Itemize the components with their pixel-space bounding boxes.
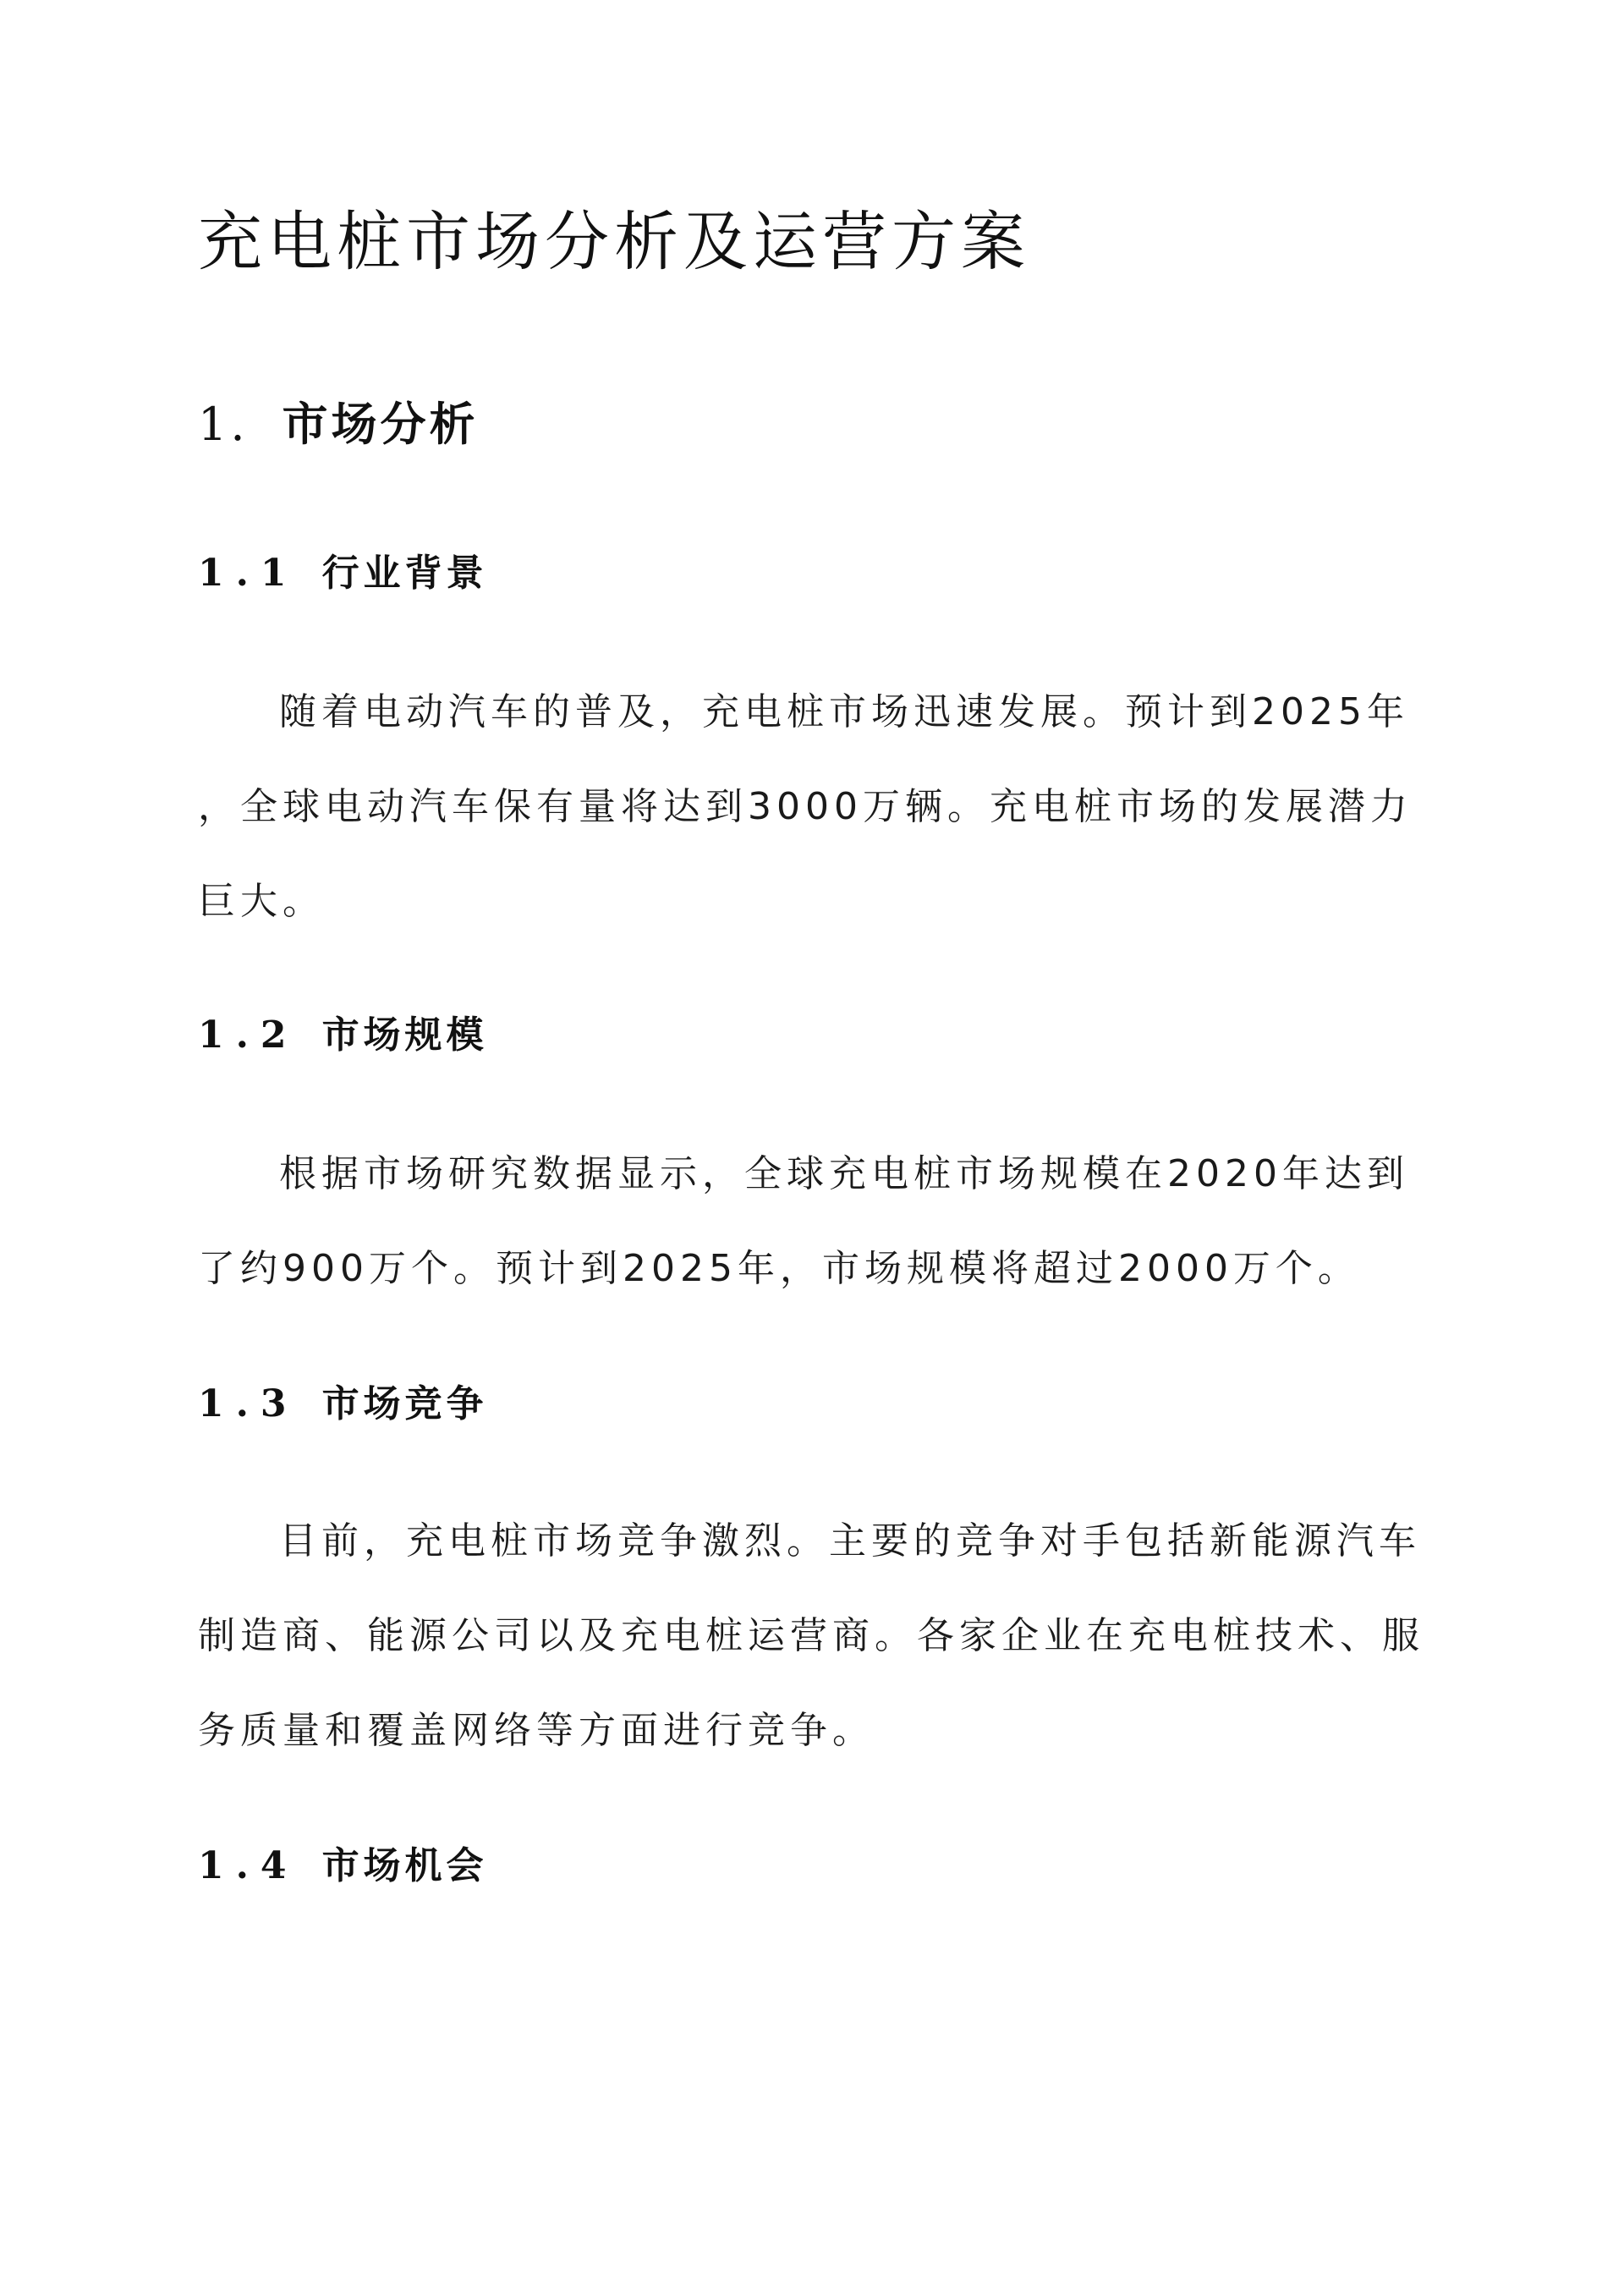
- subsection-heading-market-opportunity: [198, 1843, 488, 1890]
- paragraph-market-competition: [198, 1494, 1433, 1778]
- section-number: 1.: [198, 398, 249, 451]
- paragraph-line: 根据市场研究数据显示，全球充电桩市场规模在2020年达到: [279, 1152, 1409, 1195]
- subsection-title: 市场机会: [321, 1844, 488, 1887]
- subsection-title: 市场竞争: [321, 1382, 488, 1425]
- subsection-title: 市场规模: [321, 1013, 488, 1057]
- section-heading-market-analysis: [198, 394, 479, 454]
- subsection-number: 1.3: [198, 1382, 299, 1425]
- subsection-number: 1.2: [198, 1013, 299, 1057]
- section-title: 市场分析: [282, 397, 479, 451]
- subsection-number: 1.1: [198, 552, 299, 595]
- paragraph-line: 巨大。: [198, 880, 325, 923]
- subsection-heading-market-size: [198, 1012, 488, 1059]
- paragraph-line: 目前，充电桩市场竞争激烈。主要的竞争对手包括新能源汽车: [279, 1519, 1421, 1563]
- subsection-title: 行业背景: [321, 552, 488, 595]
- paragraph-line: 随着电动汽车的普及，充电桩市场迅速发展。预计到2025年: [279, 690, 1409, 733]
- paragraph-industry-background: [198, 665, 1433, 949]
- paragraph-market-size: [198, 1127, 1433, 1316]
- paragraph-line: 了约900万个。预计到2025年，市场规模将超过2000万个。: [198, 1247, 1360, 1290]
- subsection-heading-market-competition: [198, 1381, 488, 1428]
- paragraph-line: 制造商、能源公司以及充电桩运营商。各家企业在充电桩技术、服: [198, 1614, 1424, 1657]
- document-title: 充电桩市场分析及运营方案: [198, 204, 1030, 279]
- paragraph-line: ，全球电动汽车保有量将达到3000万辆。充电桩市场的发展潜力: [198, 785, 1413, 828]
- subsection-heading-industry-background: [198, 550, 488, 597]
- subsection-number: 1.4: [198, 1844, 299, 1887]
- paragraph-line: 务质量和覆盖网络等方面进行竞争。: [198, 1709, 875, 1752]
